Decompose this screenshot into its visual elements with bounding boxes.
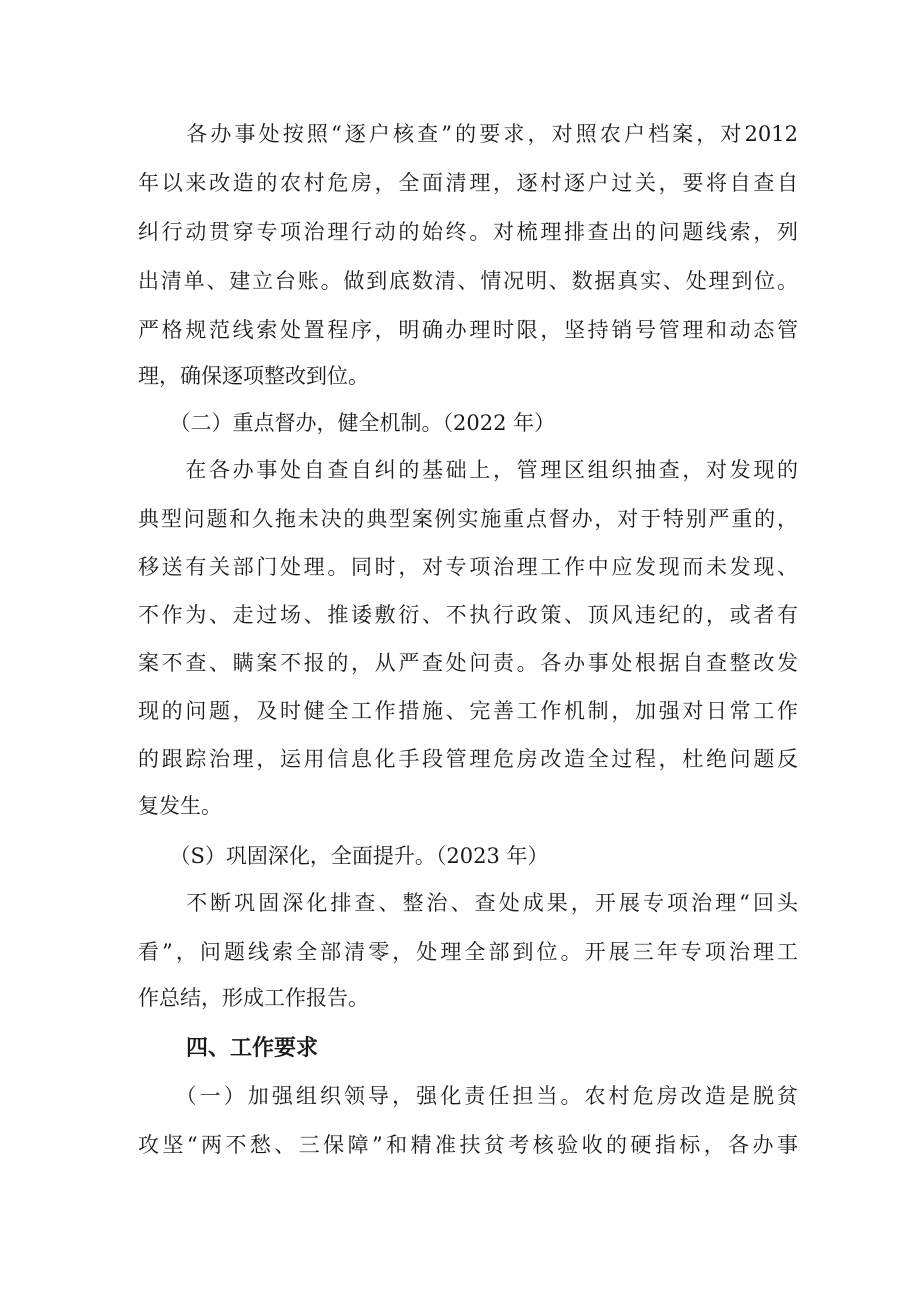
text-line: 不作为、走过场、推诿敷衍、不执行政策、顶风违纪的，或者有: [138, 603, 798, 627]
text-line: 不断巩固深化排查、整治、查处成果，开展专项治理“回头: [138, 891, 798, 915]
text-line: 严格规范线索处置程序，明确办理时限，坚持销号管理和动态管: [138, 318, 798, 342]
text-line: 出清单、建立台账。做到底数清、情况明、数据真实、处理到位。: [138, 269, 798, 293]
text-line: 复发生。: [138, 794, 222, 818]
text-line: 年以来改造的农村危房，全面清理，逐村逐户过关，要将自查自: [138, 171, 798, 195]
text-line: 攻坚“两不愁、三保障”和精准扶贫考核验收的硬指标，各办事: [138, 1133, 798, 1157]
text-line: 移送有关部门处理。同时，对专项治理工作中应发现而未发现、: [138, 555, 798, 579]
text-line: 纠行动贯穿专项治理行动的始终。对梳理排查出的问题线索，列: [138, 220, 798, 244]
text-line: 现的问题，及时健全工作措施、完善工作机制，加强对日常工作: [138, 699, 798, 723]
text-line: 看”，问题线索全部清零，处理全部到位。开展三年专项治理工: [138, 940, 798, 964]
text-line: 的跟踪治理，运用信息化手段管理危房改造全过程，杜绝问题反: [138, 747, 798, 771]
text-line: 理，确保逐项整改到位。: [138, 364, 369, 388]
text-line: 典型问题和久拖未决的典型案例实施重点督办，对于特别严重的，: [138, 507, 798, 531]
text-line: 案不查、瞒案不报的，从严查处问责。各办事处根据自查整改发: [138, 651, 798, 675]
subheading-consolidate: （S）巩固深化，全面提升。（2023 年）: [138, 844, 549, 868]
subheading-key-supervision: （二）重点督办，健全机制。（2022 年）: [138, 411, 556, 435]
text-line: 各办事处按照“逐户核查”的要求，对照农户档案，对2012: [138, 122, 798, 146]
text-line: （一）加强组织领导，强化责任担当。农村危房改造是脱贫: [138, 1084, 798, 1108]
text-line: 作总结，形成工作报告。: [138, 986, 369, 1010]
text-line: 在各办事处自查自纠的基础上，管理区组织抽查，对发现的: [138, 458, 798, 482]
section-heading-work-requirements: 四、工作要求: [186, 1036, 319, 1061]
